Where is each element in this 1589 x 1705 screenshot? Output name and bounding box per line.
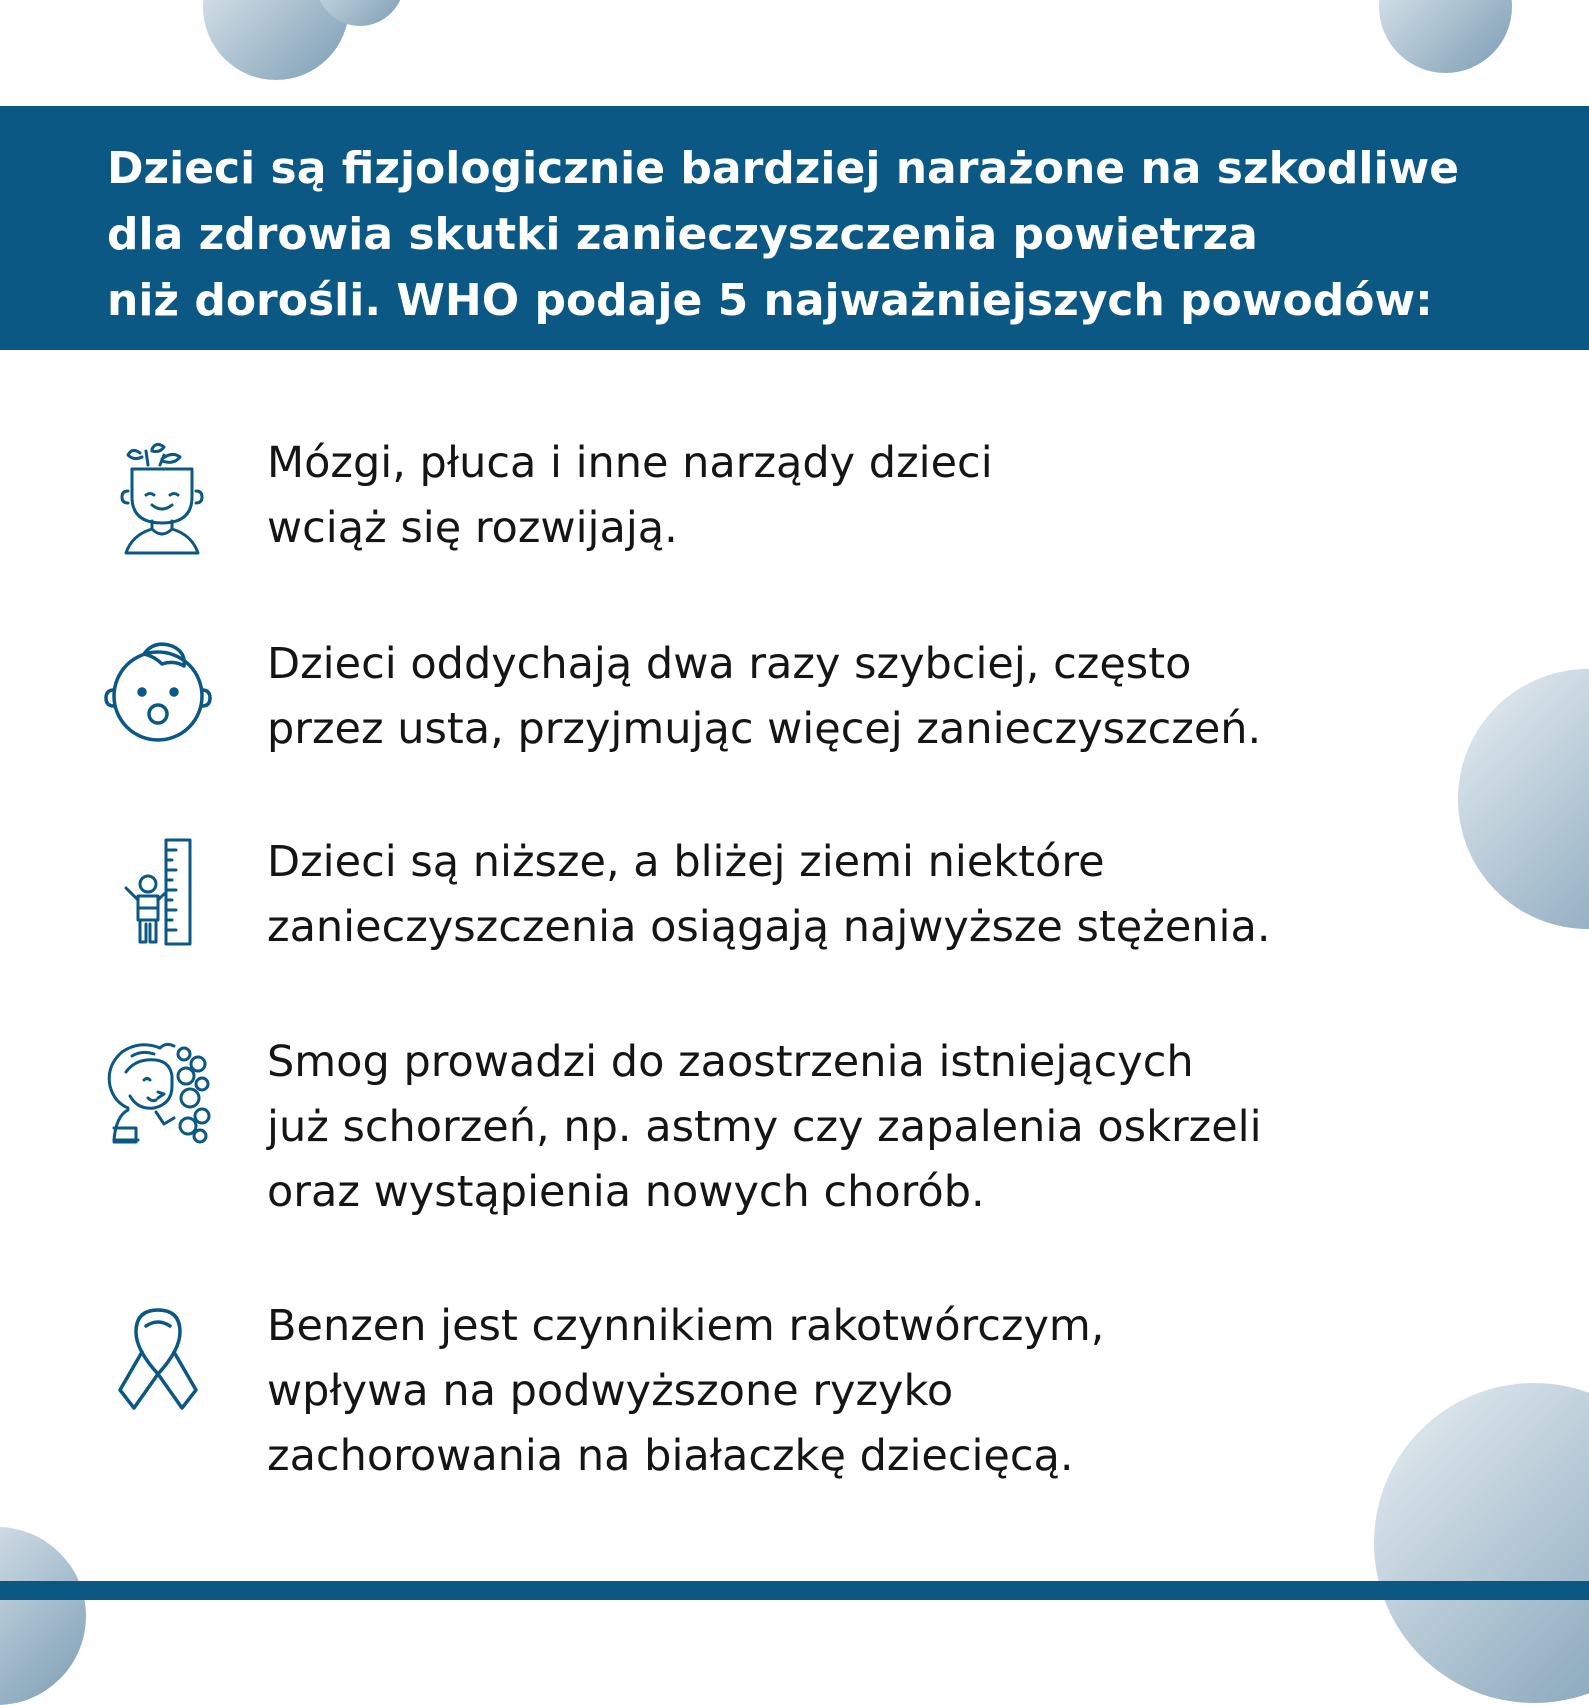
reason-text: Benzen jest czynnikiem rakotwórczym, wpływa na podwyższone ryzyko zachorowania na białaczkę dziecięcą. — [267, 1301, 1105, 1481]
baby-face-icon — [104, 638, 219, 753]
awareness-ribbon-icon — [104, 1304, 219, 1419]
decorative-bubble — [0, 1527, 86, 1705]
growing-child-head-icon — [104, 441, 219, 556]
footer-bar — [0, 1581, 1589, 1600]
header-banner — [0, 106, 1589, 350]
child-coughing-smog-icon — [104, 1036, 219, 1151]
child-height-ruler-icon — [104, 834, 219, 949]
reason-text: Dzieci są niższe, a bliżej ziemi niektóre zanieczyszczenia osiągają najwyższe stężenia. — [267, 837, 1271, 952]
reason-text: Smog prowadzi do zaostrzenia istniejących już schorzeń, np. astmy czy zapalenia oskrzeli oraz wystąpienia nowych chorób. — [267, 1037, 1262, 1217]
reason-text: Mózgi, płuca i inne narządy dzieci wciąż się rozwijają. — [267, 438, 993, 553]
reason-text: Dzieci oddychają dwa razy szybciej, często przez usta, przyjmując więcej zanieczyszczeń. — [267, 639, 1262, 754]
header-title: Dzieci są fizjologicznie bardziej narażone na szkodliwe dla zdrowia skutki zanieczyszczenia powietrza niż dorośli. WHO podaje 5 najważniejszych powodów: — [107, 143, 1460, 326]
decorative-bubble — [1379, 0, 1512, 73]
